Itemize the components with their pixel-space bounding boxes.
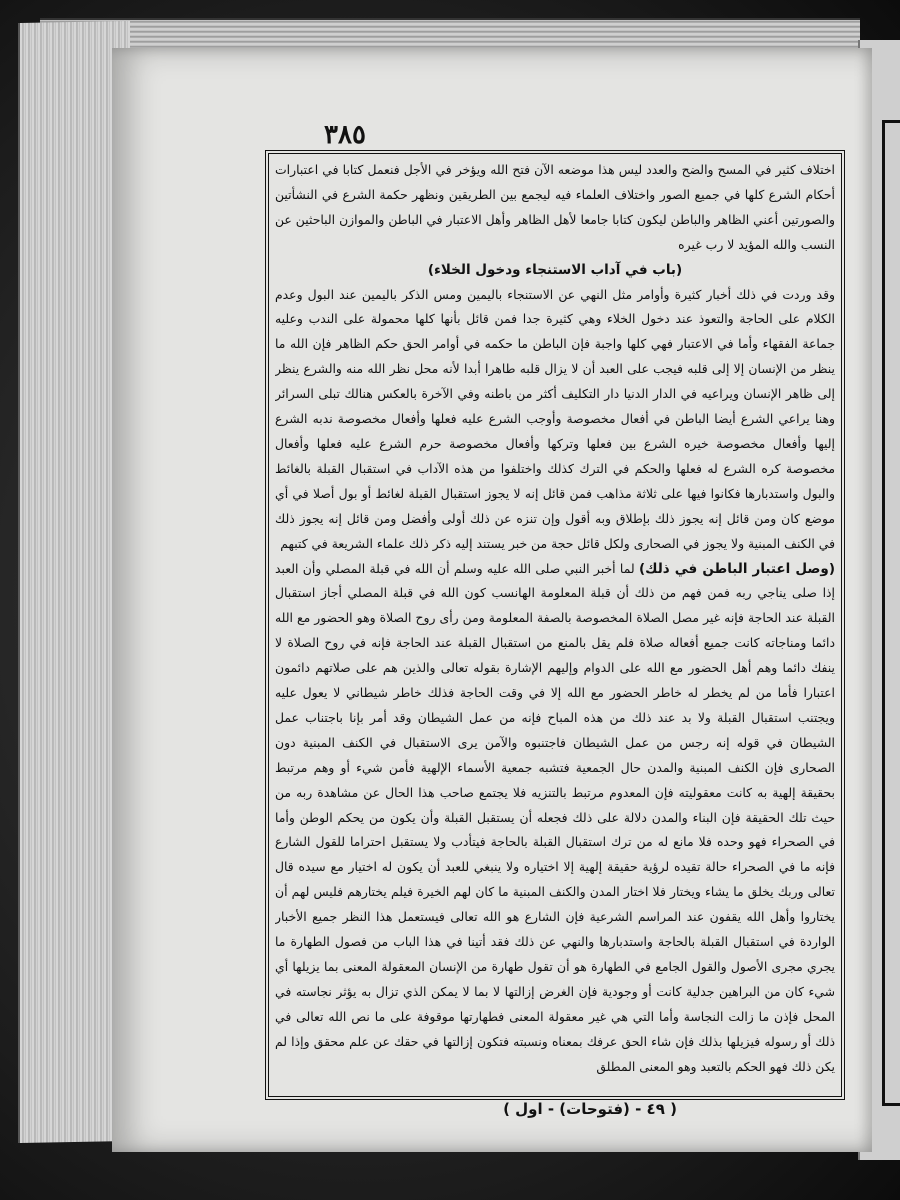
paragraph-main: وقد وردت في ذلك أخبار كثيرة وأوامر مثل النهي عن الاستنجاء باليمين ومس الذكر باليمين عند البول وعدم الكلام على الحاجة والتعوذ عند دخول الخلاء وهي كثيرة جدا فمن قائل بأنها كلها محمولة على الندب وعليه جماعة الفقهاء وأما في الاعتبار فهي كلها واجبة فإن الباطن ما حكمه في أوامر الحق حكم الظاهر فإن الله ما ينظر من الإنسان إلا إلى قلبه فيجب على العبد أن لا يزال قلبه طاهرا أبدا لأنه محل نظر الله منه والشرع ينظر إلى ظاهر الإنسان ويراعيه في الدار الدنيا دار التكليف أكثر من باطنه وفي الآخرة بالعكس هنالك تبلى السرائر وهنا يراعي الشرع أيضا الباطن في أفعال مخصوصة وأوجب الشرع عليه فعلها وأفعال مخصوصة ندبه الشرع إليها وأفعال مخصوصة خيره الشرع بين فعلها وتركها وأفعال مخصوصة حرم الشرع عليه فعلها وأفعال مخصوصة كره الشرع له فعلها والحكم في الترك كذلك واختلفوا من هذه الآداب في استقبال القبلة بالغائط والبول واستدبارها فكانوا فيها على ثلاثة مذاهب فمن قائل إنه لا يجوز استقبال القبلة لغائط أو بول أصلا في أي موضع كان ومن قائل إنه يجوز ذلك بإطلاق وبه أقول وإن تنزه عن ذلك أولى وأفضل ومن قائل إنه يجوز ذلك في الكنف المبنية ولا يجوز في الصحارى ولكل قائل حجة من خبر يستند إليه ذكر ذلك علماء الشريعة في كتبهم	[275, 286, 835, 551]
section-block	[275, 557, 835, 1080]
paragraph-section: لما أخبر النبي صلى الله عليه وسلم أن الله في قبلة المصلي وأن العبد إذا صلى يناجي ربه فمن فهم من ذلك أن قبلة المعلومة الهانسب كون الله في قبلة المصلي أجاز استقبال القبلة عند الحاجة فإنه غير مصل الصلاة المخصوصة بالصفة المعلومة ومن رأى روح الصلاة وهو الحضور مع الله دائما ومناجاته كانت جميع أفعاله صلاة فلم يقل بالمنع من استقبال القبلة عند الحاجة فإنه في روح الصلاة لا ينفك دائما وهم أهل الحضور مع الله على الدوام وإليهم الإشارة بقوله تعالى والذين هم على صلاتهم دائمون اعتبارا فأما من لم يخطر له خاطر الحضور مع الله إلا في وقت الحاجة فذلك خاطر شيطاني لا يعول عليه ويجتنب استقبال القبلة ولا بد عند ذلك من هذه المباح فإنه من عمل الشيطان وقد أمر بإنا باجتناب عمل الشيطان في قوله إنه رجس من عمل الشيطان فاجتنبوه والآمن يرى الاستقبال في الكنف المبنية دون الصحارى فإن الكنف المبنية والمدن حال الجمعية فتشبه جمعية الأسماء الإلهية فأمن شيء أو وهم مرتبط بحقيقة إلهية به كانت معقوليته فإن المعدوم مرتبط بالتنزيه فلا يجتمع صاحب هذا الحال عن مشاهدة ربه من حيث تلك الحقيقة فإن البناء والمدن دلالة على ذلك فجعله أن يستقبل القبلة وأن يكون من يحكم الوطن وأما في الصحراء فهو وحده فلا مانع له من ترك استقبال القبلة بالحاجة فيتأدب ولا يستقبل احتراما للقول الشارع فإنه ما في الصحراء حالة تقيده لرؤية حقيقة إلهية إلا اختياره ولا ينبغي للعبد أن يكون له اختيار مع سيده قال تعالى وربك يخلق ما يشاء ويختار فلا اختار المدن والكنف المبنية ما كان لهم الخيرة فيلم يختارهم فليس لهم أن يختاروا وأهل الله يقفون عند المراسم الشرعية فإن الشارع هو الله تعالى فيستعمل هذا النظر جميع الأخبار الواردة في استقبال القبلة بالحاجة واستدبارها والنهي عن ذلك فقد أتينا في هذا الباب من فصول الطهارة ما يجري مجرى الأصول والقول الجامع في الطهارة هو أن تقول طهارة من الإنسان المعقولة المعنى بما يزيلها أي شيء كان من البراهين جدلية كانت أو وجودية فإن الغرض إزالتها لا بما لا يمكن الذي تزال به يؤثر نجاسته في المحل فإذن ما زالت النجاسة وأما التي هي غير معقولة المعنى فطهارتها موقوفة على ما نص الله تعالى في ذلك أو رسوله فيزيلها بذلك فإن شاء الحق عرفك بمعناه ونسبته فتكون إزالتها في حقك عن علم محقق وإذا لم يكن ذلك فهو الحكم بالتعبد وهو المعنى المطلق	[275, 560, 835, 1074]
section-heading: (وصل اعتبار الباطن في ذلك)	[638, 560, 835, 577]
page-footer: ( ٤٩ - (فتوحات) - اول )	[503, 1100, 677, 1118]
text-body	[275, 158, 835, 1092]
next-page-frame	[882, 120, 900, 1106]
text-frame	[265, 150, 845, 1100]
paragraph-intro: اختلاف كثير في المسح والضح والعدد ليس هذا موضعه الآن فتح الله ويؤخر في الأجل فنعمل كتابا في اعتبارات أحكام الشرع كلها في جميع الصور واختلاف العلماء فيه ليجمع بين الطريقين ونظهر حكمة الشرع في النشأتين والصورتين أعني الظاهر والباطن ليكون كتابا جامعا لأهل الظاهر وأهل الاعتبار في الباطن والموازن الباحثين عن النسب والله المؤيد لا رب غيره	[275, 162, 835, 252]
page-number: ٣٨٥	[324, 120, 366, 150]
chapter-heading: (باب في آداب الاستنجاء ودخول الخلاء)	[427, 261, 683, 278]
